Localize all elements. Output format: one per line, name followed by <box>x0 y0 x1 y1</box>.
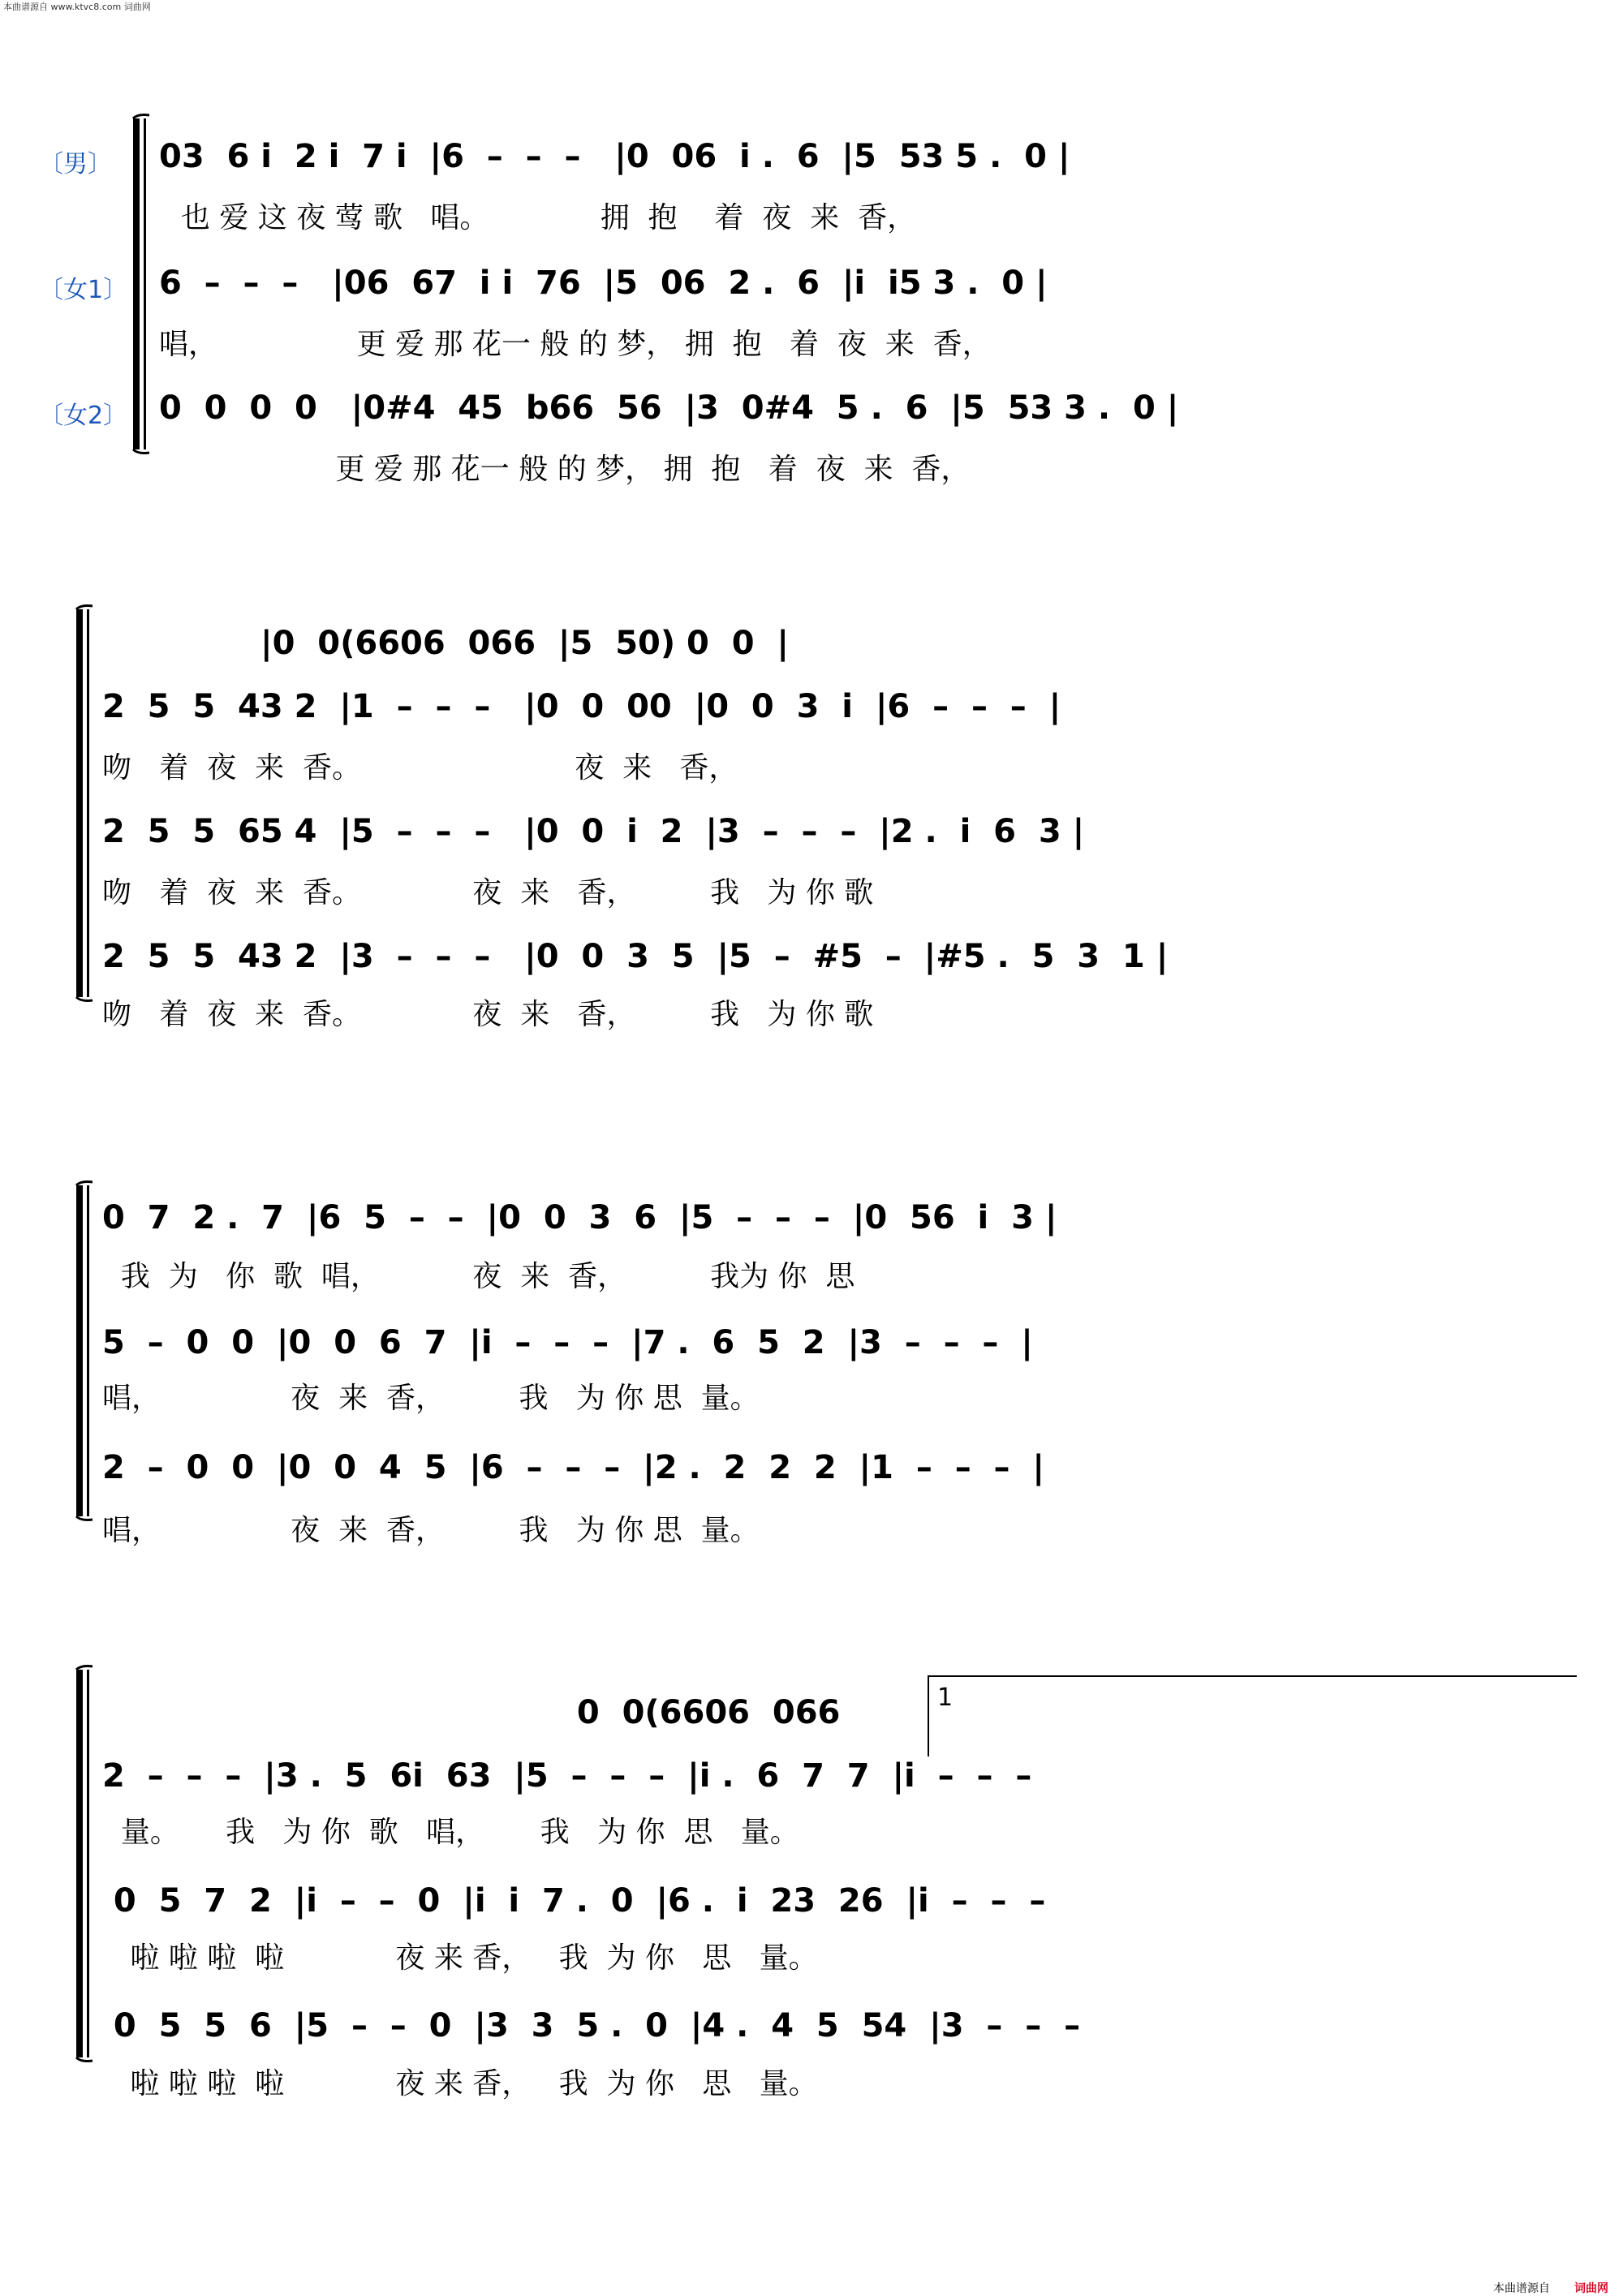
system-1-male-lyrics: 也 爱 这 夜 莺 歌 唱。 拥 抱 着 夜 来 香， <box>162 201 917 234</box>
system-2-row3-notes: 2 5 5 65 4 |5 – – – |0 0 i 2 |3 – – – |2 . i 6 3 | <box>102 813 1085 850</box>
system-1-female2-lyrics: 更 爱 那 花一 般 的 梦， 拥 抱 着 夜 来 香， <box>159 453 971 486</box>
first-ending-label: 1 <box>937 1683 954 1712</box>
footer-source-text: 本曲谱源自 <box>1493 2282 1550 2295</box>
footer-brand-logo: 词曲网 <box>1574 2282 1608 2295</box>
system-1-bracket <box>122 114 154 454</box>
system-3-row1-notes: 0 7 2 . 7 |6 5 – – |0 0 3 6 |5 – – – |0 56 i 3 | <box>102 1199 1057 1236</box>
system-4-row4-notes: 0 5 5 6 |5 – – 0 |3 3 5 . 0 |4 . 4 5 54 |3 – – – <box>102 2007 1081 2044</box>
system-2-male-notes: |0 0(6606 066 |5 50) 0 0 | <box>102 625 790 662</box>
system-3-row2-notes: 5 – 0 0 |0 0 6 7 |i – – – |7 . 6 5 2 |3 – – – | <box>102 1324 1033 1361</box>
system-2-row2-notes: 2 5 5 43 2 |1 – – – |0 0 00 |0 0 3 i |6 – – – | <box>102 688 1061 725</box>
system-3-bracket <box>65 1180 97 1521</box>
system-2-row3-lyrics: 吻 着 夜 来 香。 夜 来 香， 我 为 你 歌 <box>102 876 874 909</box>
system-2-row4-lyrics: 吻 着 夜 来 香。 夜 来 香， 我 为 你 歌 <box>102 998 874 1031</box>
system-3-row1-lyrics: 我 为 你 歌 唱， 夜 来 香， 我为 你 思 <box>102 1260 855 1293</box>
system-4-row3-lyrics: 啦 啦 啦 啦 夜 来 香， 我 为 你 思 量。 <box>102 1941 818 1975</box>
system-4-bracket <box>65 1665 97 2062</box>
voice-label-female2: 〔女2〕 <box>39 402 128 430</box>
system-1-female1-lyrics: 唱， 更 爱 那 花一 般 的 梦， 拥 抱 着 夜 来 香， <box>159 328 992 361</box>
system-3-row3-lyrics: 唱， 夜 来 香， 我 为 你 思 量。 <box>102 1514 760 1547</box>
voice-label-female1: 〔女1〕 <box>39 276 128 304</box>
system-1-female2-notes: 0 0 0 0 |0#4 45 b66 56 |3 0#4 5 . 6 |5 53 3 . 0 | <box>159 389 1179 427</box>
system-1-female1-notes: 6 – – – |06 67 i i 76 |5 06 2 . 6 |i i5 3 . 0 | <box>159 264 1048 302</box>
system-1-male-notes: 03 6 i 2 i 7 i |6 – – – |0 06 i . 6 |5 53 5 . 0 | <box>159 138 1070 175</box>
system-4-row1-notes: 0 0(6606 066 <box>102 1694 841 1731</box>
system-4-row2-lyrics: 量。 我 为 你 歌 唱， 我 为 你 思 量。 <box>102 1816 799 1849</box>
voice-label-male: 〔男〕 <box>39 150 112 178</box>
ending-bracket-left <box>928 1675 929 1756</box>
page-header: 本曲谱源自 www.ktvc8.com 词曲网 <box>3 2 151 12</box>
ending-bracket-top <box>928 1675 1577 1677</box>
system-2-row2-lyrics: 吻 着 夜 来 香。 夜 来 香， <box>102 751 738 785</box>
system-2-bracket <box>65 604 97 1002</box>
system-4-row4-lyrics: 啦 啦 啦 啦 夜 来 香， 我 为 你 思 量。 <box>102 2067 818 2100</box>
system-4-row3-notes: 0 5 7 2 |i – – 0 |i i 7 . 0 |6 . i 23 26 |i – – – <box>102 1882 1046 1920</box>
system-4-row2-notes: 2 – – – |3 . 5 6i 63 |5 – – – |i . 6 7 7 |i – – – <box>102 1757 1032 1795</box>
system-3-row3-notes: 2 – 0 0 |0 0 4 5 |6 – – – |2 . 2 2 2 |1 – – – | <box>102 1449 1045 1486</box>
system-3-row2-lyrics: 唱， 夜 来 香， 我 为 你 思 量。 <box>102 1382 760 1415</box>
system-2-row4-notes: 2 5 5 43 2 |3 – – – |0 0 3 5 |5 – #5 – |#5 . 5 3 1 | <box>102 938 1169 975</box>
